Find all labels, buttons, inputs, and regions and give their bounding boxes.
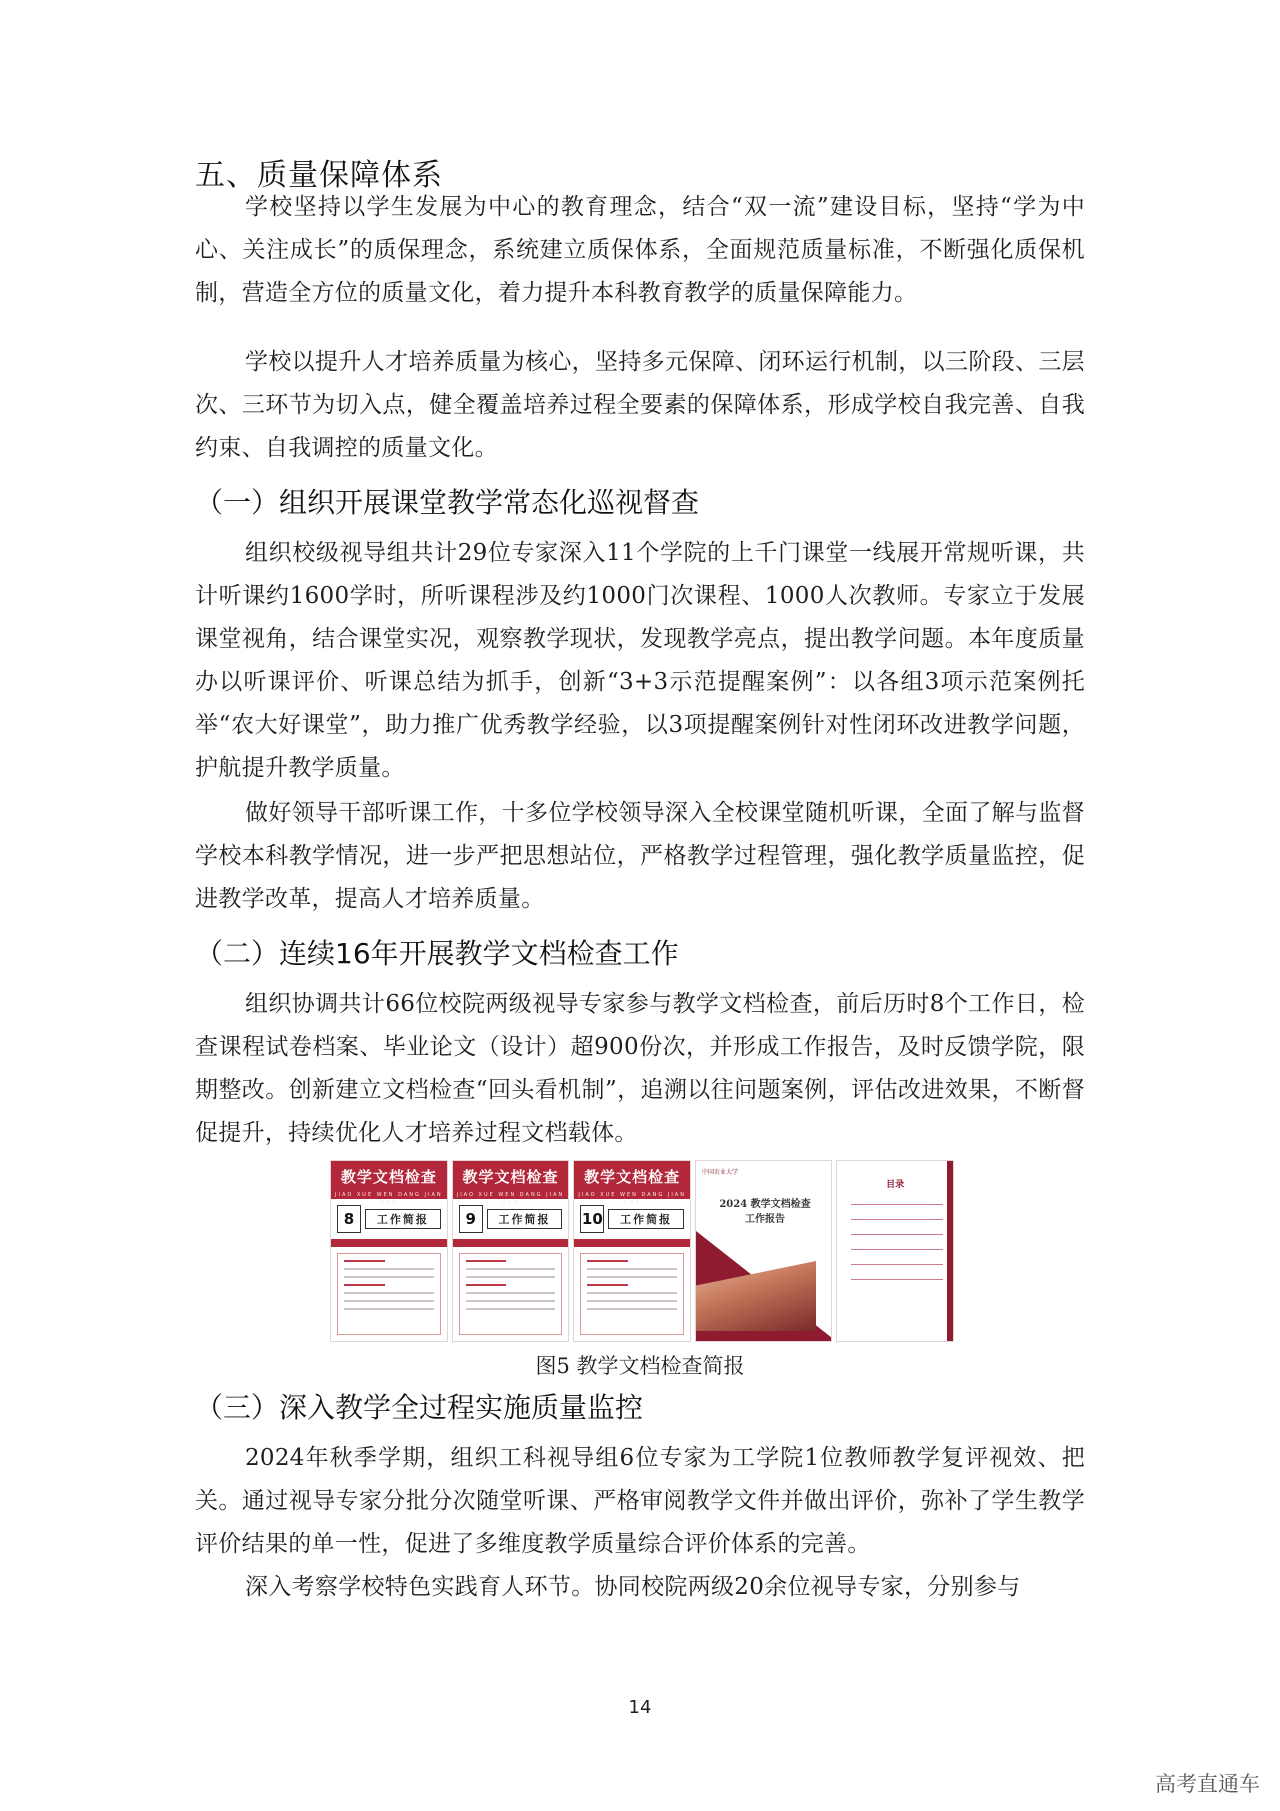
brief-label: 工作简报 xyxy=(365,1209,441,1229)
paragraph: 组织协调共计66位校院两级视导专家参与教学文档检查，前后历时8个工作日，检查课程试卷档案、毕业论文（设计）超900份次，并形成工作报告，及时反馈学院，限期整改。创新建立文档检查“回头看机制”，追溯以往问题案例，评估改进效果，不断督促提升，持续优化人才培养过程文档载体。 xyxy=(195,991,1085,1146)
brief-card-pinyin: JIAO XUE WEN DANG JIAN CHA xyxy=(331,1191,447,1199)
brief-label: 工作简报 xyxy=(608,1209,684,1229)
paragraph: 深入考察学校特色实践育人环节。协同校院两级20余位视导专家，分别参与 xyxy=(245,1574,1021,1600)
report-toc-page xyxy=(836,1160,954,1342)
brief-label: 工作简报 xyxy=(487,1209,563,1229)
subsection-title: （一）组织开展课堂教学常态化巡视督查 xyxy=(195,486,700,519)
paragraph: 做好领导干部听课工作，十多位学校领导深入全校课堂随机听课，全面了解与监督学校本科教学情况，进一步严把思想站位，严格教学过程管理，强化教学质量监控，促进教学改革，提高人才培养质量。 xyxy=(195,800,1085,912)
brief-card xyxy=(330,1160,448,1342)
page-number: 14 xyxy=(628,1697,652,1718)
brief-band xyxy=(331,1239,447,1247)
brief-card-pinyin: JIAO XUE WEN DANG JIAN CHA xyxy=(453,1191,569,1199)
report-cover-title: 2024 教学文档检查 工作报告 xyxy=(719,1199,811,1225)
brief-card xyxy=(573,1160,691,1342)
watermark: 高考直通车 xyxy=(1155,1772,1260,1796)
paragraph: 2024年秋季学期，组织工科视导组6位专家为工学院1位教师教学复评视效、把关。通过视导专家分批分次随堂听课、严格审阅教学文件并做出评价，弥补了学生教学评价结果的单一性，促进了多维度教学质量综合评价体系的完善。 xyxy=(195,1445,1085,1557)
figure-document-check-briefs xyxy=(330,1160,954,1342)
brief-card-header: 教学文档检查 xyxy=(574,1161,690,1191)
figure-caption: 图5 教学文档检查简报 xyxy=(535,1354,745,1378)
paragraph: 学校以提升人才培养质量为核心，坚持多元保障、闭环运行机制，以三阶段、三层次、三环节为切入点，健全覆盖培养过程全要素的保障体系，形成学校自我完善、自我约束、自我调控的质量文化。 xyxy=(195,349,1085,461)
brief-issue-number: 10 xyxy=(580,1205,604,1233)
brief-card-header: 教学文档检查 xyxy=(453,1161,569,1191)
toc-title: 目录 xyxy=(886,1180,905,1190)
report-cover xyxy=(695,1160,832,1342)
section-title: 五、质量保障体系 xyxy=(195,158,443,193)
brief-band xyxy=(453,1239,569,1247)
brief-content-box xyxy=(337,1253,441,1335)
paragraph: 学校坚持以学生发展为中心的教育理念，结合“双一流”建设目标，坚持“学为中心、关注成长”的质保理念，系统建立质保体系，全面规范质量标准，不断强化质保机制，营造全方位的质量文化，着力提升本科教育教学的质量保障能力。 xyxy=(195,194,1085,306)
subsection-title: （二）连续16年开展教学文档检查工作 xyxy=(195,937,679,970)
brief-card xyxy=(452,1160,570,1342)
toc-side-band xyxy=(947,1161,953,1342)
paragraph: 组织校级视导组共计29位专家深入11个学院的上千门课堂一线展开常规听课，共计听课约1600学时，所听课程涉及约1000门次课程、1000人次教师。专家立于发展课堂视角，结合课堂实况，观察教学现状，发现教学亮点，提出教学问题。本年度质量办以听课评价、听课总结为抓手，创新“3+3示范提醒案例”：以各组3项示范案例托举“农大好课堂”，助力推广优秀教学经验，以3项提醒案例针对性闭环改进教学问题，护航提升教学质量。 xyxy=(195,540,1085,781)
brief-issue-number: 8 xyxy=(337,1205,361,1233)
university-logo-text: 中国农业大学 xyxy=(702,1169,739,1176)
brief-band xyxy=(574,1239,690,1247)
brief-issue-number: 9 xyxy=(459,1205,483,1233)
brief-content-box xyxy=(580,1253,684,1335)
brief-card-header: 教学文档检查 xyxy=(331,1161,447,1191)
brief-content-box xyxy=(459,1253,563,1335)
brief-card-pinyin: JIAO XUE WEN DANG JIAN CHA xyxy=(574,1191,690,1199)
subsection-title: （三）深入教学全过程实施质量监控 xyxy=(195,1391,644,1424)
